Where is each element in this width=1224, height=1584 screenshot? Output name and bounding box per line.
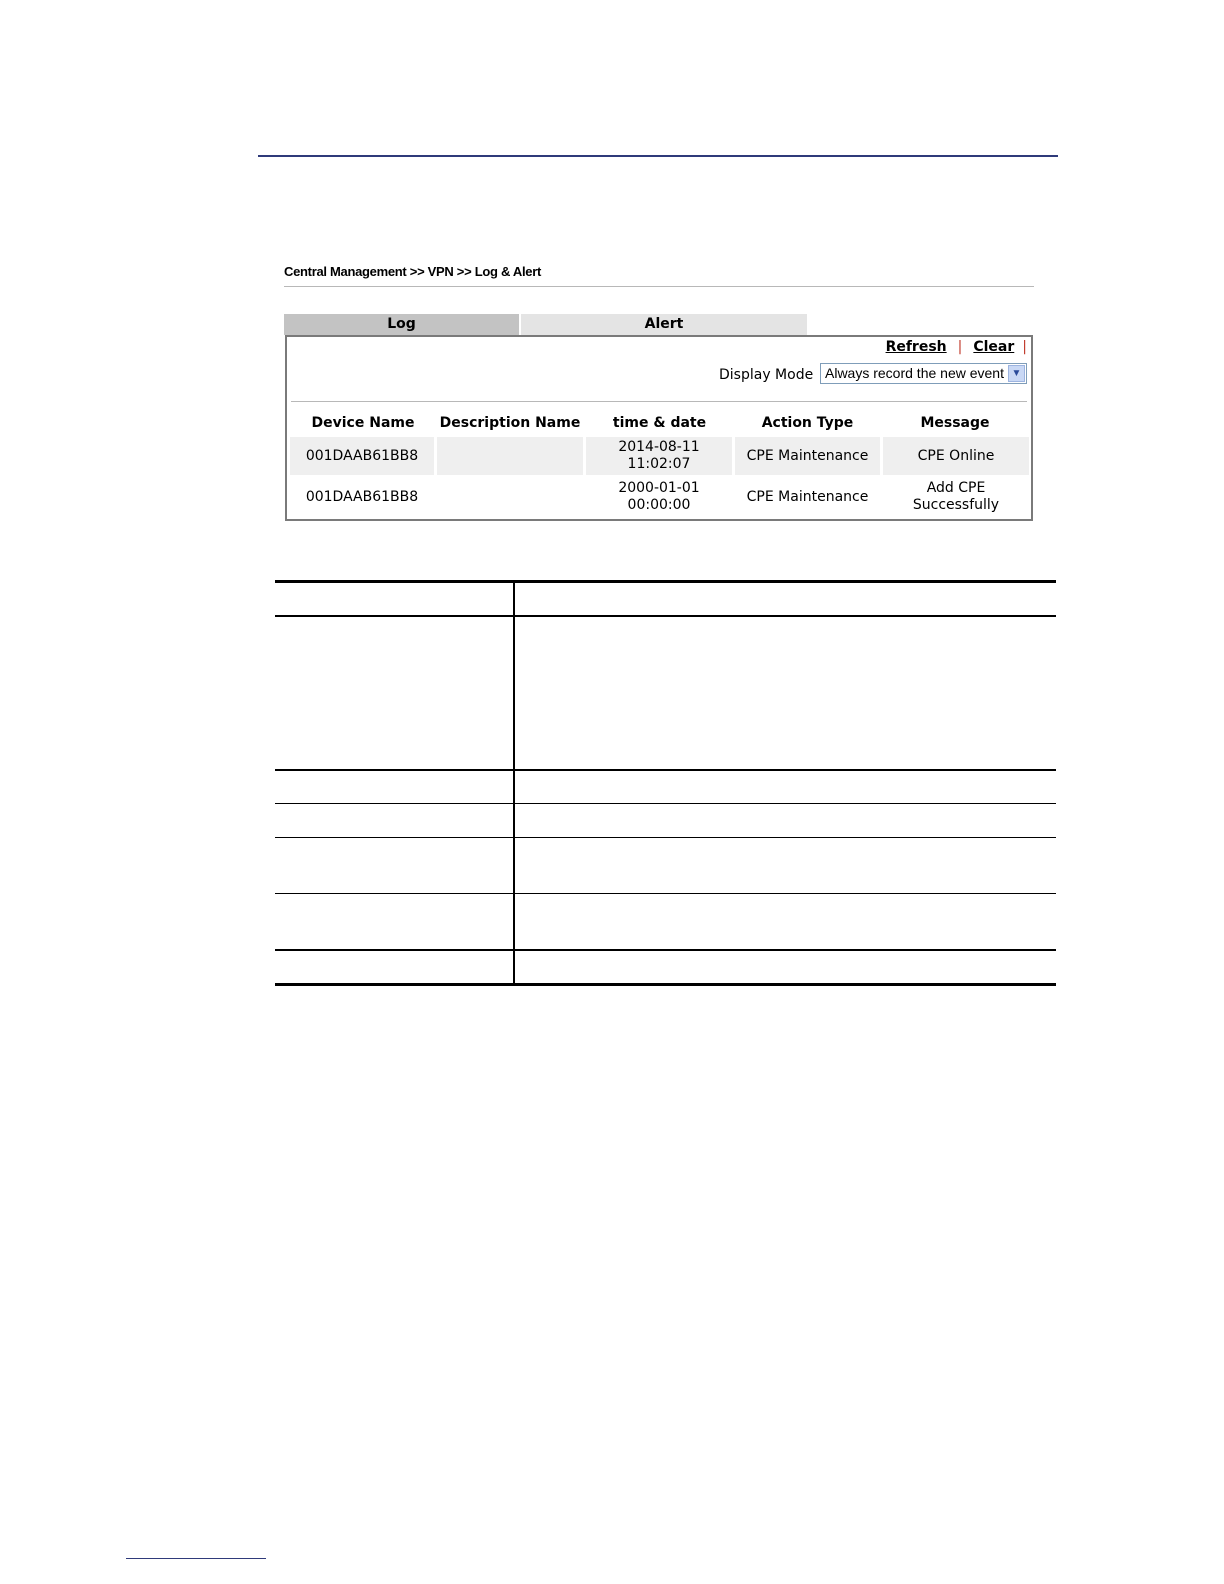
message-value: CPE Online (917, 447, 995, 464)
col-action-type: Action Type (761, 415, 854, 431)
cell-message (883, 478, 1029, 516)
log-actions (886, 339, 1027, 355)
chevron-down-icon[interactable]: ▼ (1008, 365, 1025, 382)
tab-log[interactable]: Log (284, 314, 519, 335)
table-rule (275, 893, 1056, 894)
panel-divider (291, 401, 1027, 402)
breadcrumb-divider (284, 286, 1034, 287)
cell-device (290, 437, 434, 475)
col-description-name: Description Name (439, 415, 581, 431)
cell-action (735, 437, 880, 475)
message-value-line2: Successfully (912, 497, 1000, 513)
table-rule (275, 615, 1056, 617)
log-alert-screenshot (284, 262, 1036, 524)
col-message: Message (920, 415, 990, 431)
cell-time-date (586, 437, 732, 475)
cell-description (437, 478, 583, 516)
device-value: 001DAAB61BB8 (305, 488, 419, 505)
display-mode-select[interactable] (820, 363, 1027, 384)
table-rule (275, 769, 1056, 771)
date-value: 2000-01-01 (618, 480, 700, 496)
message-value: Add CPE (926, 480, 986, 496)
display-mode-value: Always record the new event (825, 365, 1004, 381)
table-column-divider (513, 580, 515, 986)
col-time-date: time & date (612, 415, 707, 431)
cell-device (290, 478, 434, 516)
table-rule (275, 983, 1056, 986)
display-mode-label: Display Mode (719, 367, 814, 383)
action-separator-end: | (1022, 339, 1027, 355)
breadcrumb: Central Management >> VPN >> Log & Alert (284, 264, 541, 279)
footnote-rule (126, 1558, 266, 1559)
cell-description (437, 437, 583, 475)
cell-action (735, 478, 880, 516)
table-rule (275, 803, 1056, 804)
cell-message (883, 437, 1029, 475)
clear-link[interactable]: Clear (973, 339, 1015, 355)
device-value: 001DAAB61BB8 (305, 447, 419, 464)
cell-time-date (586, 478, 732, 516)
action-value: CPE Maintenance (746, 488, 869, 505)
action-value: CPE Maintenance (746, 447, 869, 464)
page-top-rule (258, 155, 1058, 157)
refresh-link[interactable]: Refresh (885, 339, 947, 355)
date-value: 2014-08-11 (618, 439, 700, 455)
table-rule (275, 949, 1056, 951)
definition-table (275, 580, 1056, 986)
time-value: 11:02:07 (627, 456, 691, 472)
table-rule (275, 580, 1056, 583)
log-panel (285, 335, 1033, 521)
col-device-name: Device Name (311, 415, 415, 431)
tab-alert[interactable]: Alert (521, 314, 807, 335)
time-value: 00:00:00 (627, 497, 691, 513)
table-rule (275, 837, 1056, 838)
action-separator: | (957, 339, 963, 355)
